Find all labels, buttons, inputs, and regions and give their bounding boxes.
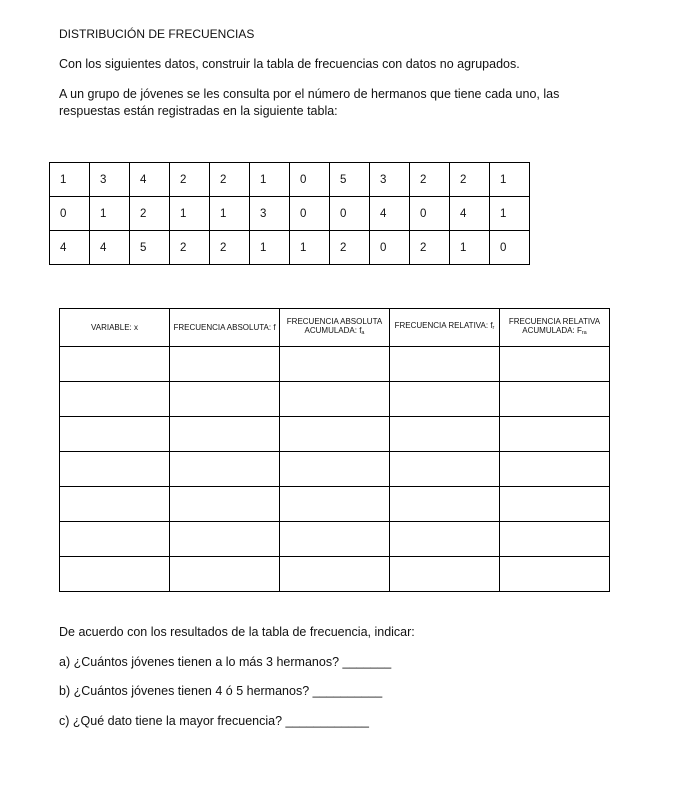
- question-b: b) ¿Cuántos jóvenes tienen 4 ó 5 hermanos? __________: [59, 684, 383, 698]
- data-cell: 2: [410, 163, 450, 197]
- data-cell: 1: [210, 197, 250, 231]
- frequency-row: [60, 557, 610, 592]
- header-label: FRECUENCIA RELATIVA ACUMULADA: F: [508, 316, 601, 335]
- frequency-row: [60, 382, 610, 417]
- data-cell: 2: [330, 231, 370, 265]
- data-row: [50, 197, 530, 231]
- frequency-header-cell: [280, 309, 390, 347]
- context-text: A un grupo de jóvenes se les consulta por el número de hermanos que tiene cada uno, las respuestas están registradas en la siguiente tabla:: [59, 87, 560, 118]
- data-cell: 3: [250, 197, 290, 231]
- data-cell: 3: [370, 163, 410, 197]
- data-cell: 1: [250, 163, 290, 197]
- frequency-cell[interactable]: [390, 487, 500, 522]
- frequency-cell[interactable]: [60, 417, 170, 452]
- question-a: a) ¿Cuántos jóvenes tienen a lo más 3 hermanos? _______: [59, 655, 392, 669]
- data-cell: 4: [90, 231, 130, 265]
- frequency-cell[interactable]: [60, 522, 170, 557]
- frequency-cell[interactable]: [500, 417, 610, 452]
- data-cell: 1: [290, 231, 330, 265]
- data-cell: 2: [210, 231, 250, 265]
- frequency-cell[interactable]: [500, 452, 610, 487]
- data-cell: 2: [210, 163, 250, 197]
- raw-data-table: [49, 162, 530, 265]
- data-cell: 1: [490, 163, 530, 197]
- frequency-cell[interactable]: [500, 487, 610, 522]
- frequency-cell[interactable]: [500, 557, 610, 592]
- header-label: VARIABLE: x: [91, 322, 138, 332]
- frequency-cell[interactable]: [170, 487, 280, 522]
- frequency-cell[interactable]: [390, 347, 500, 382]
- question-c: c) ¿Qué dato tiene la mayor frecuencia? ____________: [59, 714, 369, 728]
- data-cell: 4: [50, 231, 90, 265]
- data-cell: 2: [450, 163, 490, 197]
- frequency-cell[interactable]: [170, 452, 280, 487]
- data-cell: 0: [330, 197, 370, 231]
- header-subscript: ra: [581, 330, 587, 336]
- frequency-cell[interactable]: [280, 382, 390, 417]
- data-cell: 5: [330, 163, 370, 197]
- frequency-cell[interactable]: [280, 487, 390, 522]
- data-row: [50, 231, 530, 265]
- frequency-cell[interactable]: [170, 522, 280, 557]
- frequency-cell[interactable]: [170, 557, 280, 592]
- frequency-cell[interactable]: [170, 417, 280, 452]
- frequency-header-cell: [390, 309, 500, 347]
- frequency-row: [60, 347, 610, 382]
- data-cell: 2: [130, 197, 170, 231]
- frequency-cell[interactable]: [280, 417, 390, 452]
- document-title: DISTRIBUCIÓN DE FRECUENCIAS: [59, 27, 255, 41]
- frequency-cell[interactable]: [170, 382, 280, 417]
- frequency-cell[interactable]: [390, 522, 500, 557]
- header-subscript: a: [361, 330, 365, 336]
- frequency-cell[interactable]: [390, 557, 500, 592]
- frequency-cell[interactable]: [390, 417, 500, 452]
- data-cell: 0: [50, 197, 90, 231]
- data-cell: 5: [130, 231, 170, 265]
- frequency-cell[interactable]: [60, 557, 170, 592]
- data-cell: 1: [250, 231, 290, 265]
- frequency-cell[interactable]: [60, 382, 170, 417]
- frequency-cell[interactable]: [280, 452, 390, 487]
- frequency-cell[interactable]: [500, 347, 610, 382]
- frequency-row: [60, 522, 610, 557]
- data-cell: 2: [170, 163, 210, 197]
- frequency-row: [60, 417, 610, 452]
- frequency-cell[interactable]: [390, 382, 500, 417]
- frequency-cell[interactable]: [280, 522, 390, 557]
- data-cell: 0: [410, 197, 450, 231]
- data-cell: 2: [170, 231, 210, 265]
- header-subscript: r: [492, 325, 495, 332]
- data-cell: 4: [450, 197, 490, 231]
- data-cell: 1: [490, 197, 530, 231]
- data-cell: 4: [130, 163, 170, 197]
- frequency-row: [60, 452, 610, 487]
- header-label: FRECUENCIA RELATIVA: f: [394, 321, 493, 331]
- data-cell: 1: [90, 197, 130, 231]
- frequency-cell[interactable]: [170, 347, 280, 382]
- data-cell: 1: [50, 163, 90, 197]
- data-cell: 2: [410, 231, 450, 265]
- data-cell: 3: [90, 163, 130, 197]
- data-cell: 0: [290, 163, 330, 197]
- frequency-cell[interactable]: [390, 452, 500, 487]
- frequency-cell[interactable]: [280, 347, 390, 382]
- frequency-cell[interactable]: [280, 557, 390, 592]
- data-cell: 0: [490, 231, 530, 265]
- frequency-header-cell: [500, 309, 610, 347]
- data-cell: 0: [290, 197, 330, 231]
- data-cell: 1: [170, 197, 210, 231]
- header-label: FRECUENCIA ABSOLUTA ACUMULADA: f: [286, 316, 383, 335]
- data-row: [50, 163, 530, 197]
- data-cell: 1: [450, 231, 490, 265]
- header-label: FRECUENCIA ABSOLUTA: f: [173, 322, 276, 332]
- instruction-text: Con los siguientes datos, construir la tabla de frecuencias con datos no agrupados.: [59, 57, 520, 71]
- frequency-row: [60, 487, 610, 522]
- frequency-cell[interactable]: [60, 452, 170, 487]
- frequency-header-cell: [170, 309, 280, 347]
- frequency-table: [59, 308, 610, 592]
- questions-intro: De acuerdo con los resultados de la tabla de frecuencia, indicar:: [59, 625, 415, 639]
- data-cell: 0: [370, 231, 410, 265]
- data-cell: 4: [370, 197, 410, 231]
- frequency-cell[interactable]: [60, 487, 170, 522]
- frequency-cell[interactable]: [60, 347, 170, 382]
- frequency-cell[interactable]: [500, 382, 610, 417]
- frequency-cell[interactable]: [500, 522, 610, 557]
- frequency-header-cell: [60, 309, 170, 347]
